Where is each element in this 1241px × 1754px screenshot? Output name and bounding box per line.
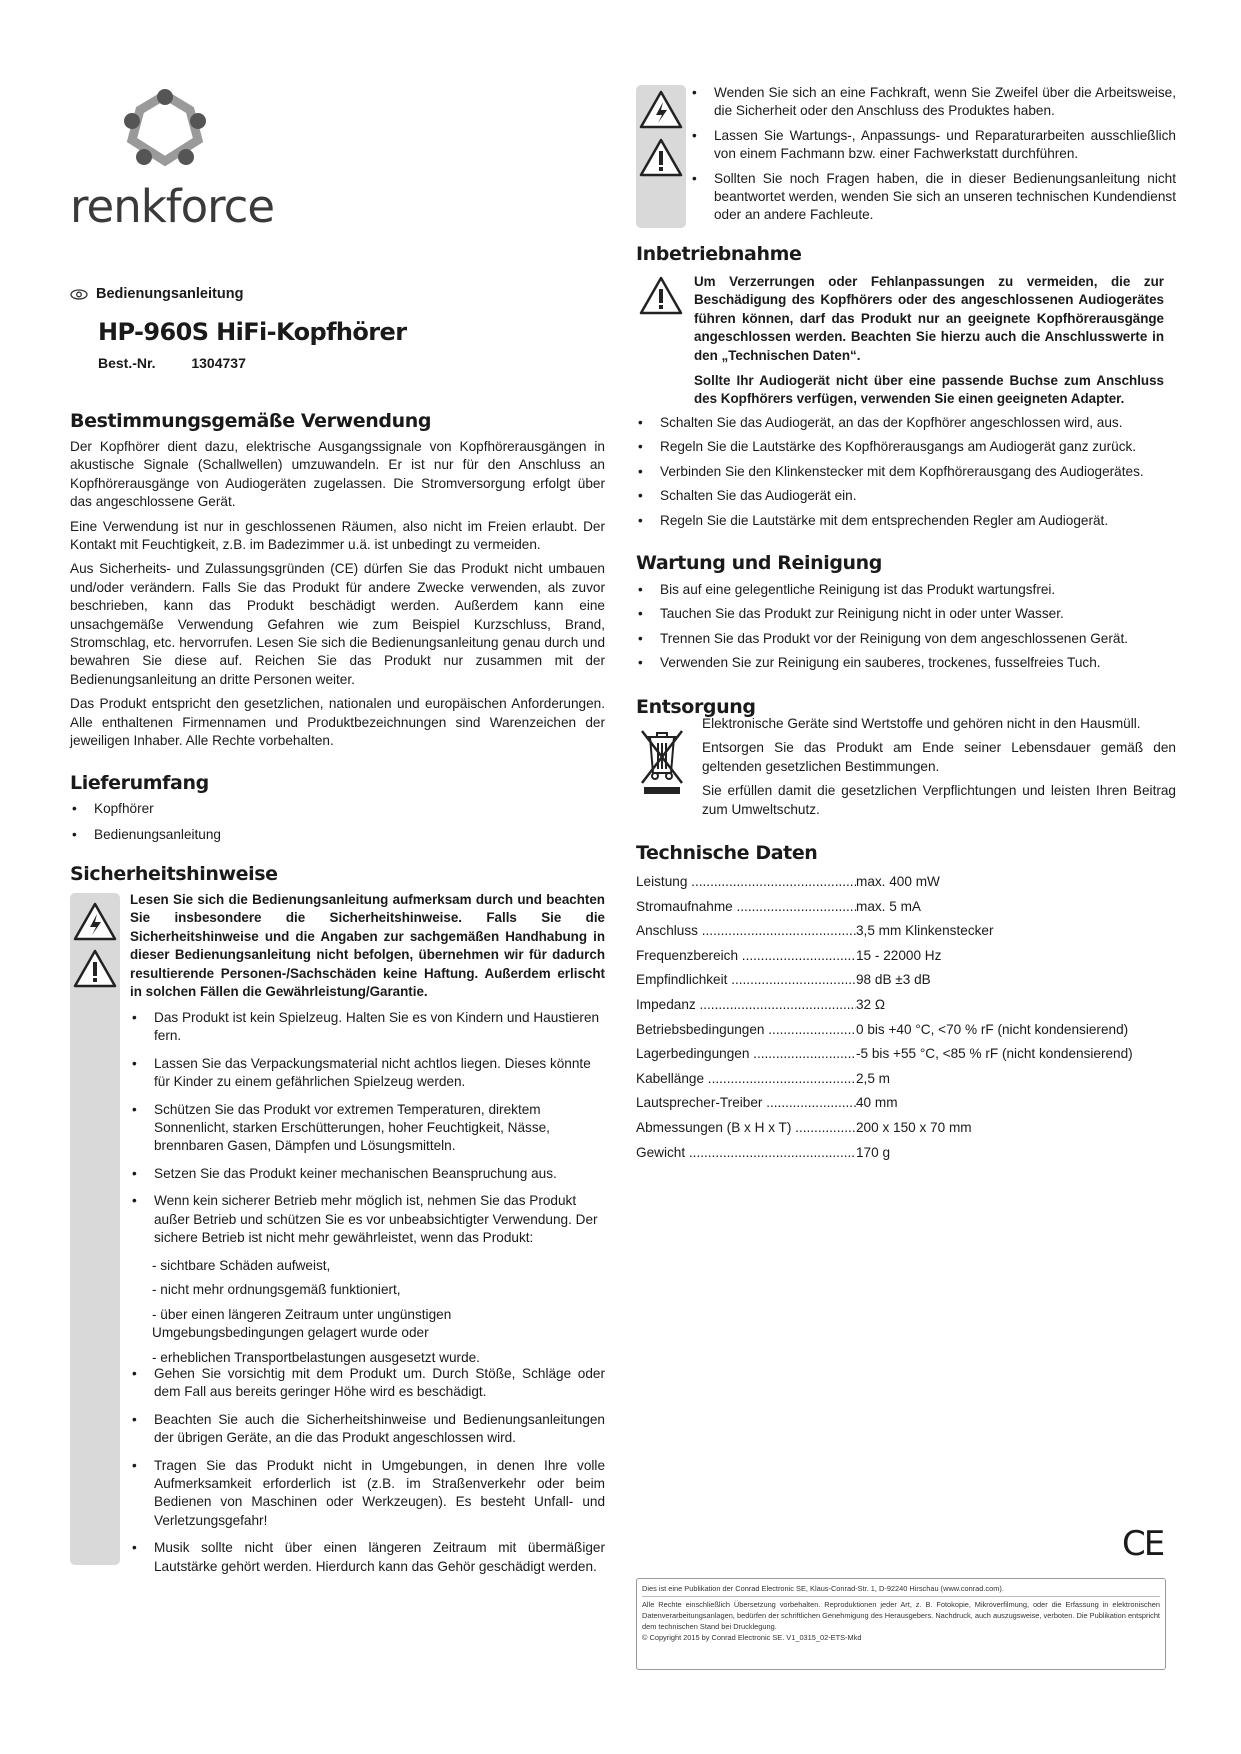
list-item: • Verbinden Sie den Klinkenstecker mit dem Kopfhörerausgang des Audiogerätes. <box>636 463 1176 481</box>
electric-hazard-icon <box>73 902 117 942</box>
table-row <box>636 1141 1176 1166</box>
list-item: • Wenden Sie sich an eine Fachkraft, wenn Sie Zweifel über die Arbeitsweise, die Sicherheit oder den Anschluss des Produktes haben. <box>690 84 1176 121</box>
table-row <box>636 1116 1176 1141</box>
table-row <box>636 1067 1176 1092</box>
spec-value: 15 - 22000 Hz <box>856 947 942 963</box>
warning-icon <box>639 138 683 178</box>
maintenance-heading: Wartung und Reinigung <box>636 552 883 574</box>
table-row <box>636 1018 1176 1043</box>
list-item: • Tragen Sie das Produkt nicht in Umgebungen, in denen Ihre volle Aufmerksamkeit erforderlich ist (z.B. im Straßenverkehr oder beim Bedienen von Maschinen oder Werkzeugen). Es besteht Unfall- und Verletzungsgefahr! <box>130 1457 605 1531</box>
order-label: Best.-Nr. <box>98 355 156 371</box>
spec-label: Leistung ..... <box>636 870 856 895</box>
spec-value: max. 400 mW <box>856 874 940 889</box>
table-row <box>636 919 1176 944</box>
scope-list <box>70 800 605 845</box>
spec-label: Lagerbedingungen ..... <box>636 1042 856 1067</box>
list-item: • Beachten Sie auch die Sicherheitshinweise und Bedienungsanleitungen der übrigen Geräte, an die das Produkt angeschlossen wird. <box>130 1411 605 1448</box>
footer-publisher: Dies ist eine Publikation der Conrad Electronic SE, Klaus-Conrad-Str. 1, D-92240 Hirschau (www.conrad.com). <box>642 1584 1004 1593</box>
spec-value: 0 bis +40 °C, <70 % rF (nicht kondensierend) <box>856 1021 1129 1037</box>
order-number-line <box>98 355 246 371</box>
safety-list-continued <box>130 1365 605 1583</box>
spec-label: Stromaufnahme ..... <box>636 895 856 920</box>
table-row <box>636 944 1176 969</box>
spec-value: max. 5 mA <box>856 898 921 914</box>
doc-type: Bedienungsanleitung <box>96 286 244 302</box>
intended-use-paragraph: Der Kopfhörer dient dazu, elektrische Ausgangssignale von Kopfhörerausgängen in akustische Signale (Schallwellen) umzuwandeln. Er ist nur für den Anschluss an Kopfhörerausgänge von Audiogeräten zugelassen. Die Stromversorgung erfolgt über das angeschlossene Gerät. <box>70 439 605 510</box>
list-item: • Schalten Sie das Audiogerät, an das der Kopfhörer angeschlossen wird, aus. <box>636 414 1176 432</box>
safety-intro: Lesen Sie sich die Bedienungsanleitung aufmerksam durch und beachten Sie insbesondere die Sicherheitshinweise. Falls Sie die Sicherheitshinweise und die Angaben zur sachgemäßen Handhabung in dieser Bedienungsanleitung nicht befolgen, übernehmen wir für dadurch resultierende Personen-/Sachschäden keine Haftung. Außerdem erlischt in solchen Fällen die Gewährleistung/Garantie. <box>130 892 605 1000</box>
sub-item: - über einen längeren Zeitraum unter ungünstigen Umgebungsbedingungen gelagert wurde oder <box>152 1306 452 1341</box>
spec-value: 32 Ω <box>856 996 886 1012</box>
scope-section <box>70 772 605 852</box>
spec-value: 3,5 mm Klinkenstecker <box>856 923 994 939</box>
table-row <box>636 968 1176 993</box>
list-item: • Setzen Sie das Produkt keiner mechanischen Beanspruchung aus. <box>130 1165 605 1183</box>
order-number: 1304737 <box>191 355 246 371</box>
list-item: • Regeln Sie die Lautstärke des Kopfhörerausgangs am Audiogerät ganz zurück. <box>636 438 1176 456</box>
safety-heading: Sicherheitshinweise <box>70 863 278 885</box>
list-item: • Regeln Sie die Lautstärke mit dem entsprechenden Regler am Audiogerät. <box>636 512 1176 530</box>
list-item: • Wenn kein sicherer Betrieb mehr möglich ist, nehmen Sie das Produkt außer Betrieb und schützen Sie es vor unbeabsichtigter Verwendung. Der sichere Betrieb ist nicht mehr gewährleistet, wenn das Produkt: <box>130 1192 605 1247</box>
intended-use-section <box>70 410 605 751</box>
disposal-paragraph: Elektronische Geräte sind Wertstoffe und gehören nicht in den Hausmüll. <box>702 716 1141 731</box>
spec-label: Lautsprecher-Treiber ..... <box>636 1091 856 1116</box>
safety-sub-list <box>152 1257 605 1367</box>
ce-mark: CE <box>1122 1524 1164 1564</box>
warning-sidebar <box>70 893 120 1565</box>
eye-icon <box>70 289 88 300</box>
list-item: • Das Produkt ist kein Spielzeug. Halten Sie es von Kindern und Haustieren fern. <box>130 1009 605 1046</box>
safety-list <box>130 1009 605 1253</box>
intended-use-paragraph: Aus Sicherheits- und Zulassungsgründen (CE) dürfen Sie das Produkt nicht umbauen und/oder verändern. Falls Sie das Produkt für andere Zwecke verwenden, als zuvor beschrieben, kann das Produkt beschädigt werden. Außerdem kann eine unsachgemäße Verwendung Gefahren wie zum Beispiel Kurzschluss, Brand, Stromschlag, etc. hervorrufen. Lesen Sie sich die Bedienungsanleitung genau durch und bewahren Sie diese auf. Reichen Sie das Produkt nur zusammen mit der Bedienungsanleitung an dritte Personen weiter. <box>70 561 605 687</box>
footer-rights: Alle Rechte einschließlich Übersetzung vorbehalten. Reproduktionen jeder Art, z. B. Fotokopie, Mikroverfilmung, oder die Erfassung in elektronischen Datenverarbeitungsanlagen, bedürfen der schriftlichen Genehmigung des Herausgebers. Nachdruck, auch auszugsweise, verboten. Die Publikation entspricht dem technischen Stand bei Drucklegung. <box>642 1600 1160 1631</box>
star-logo-icon <box>120 85 210 170</box>
disposal-text <box>702 715 1176 819</box>
startup-warning: Um Verzerrungen oder Fehlanpassungen zu vermeiden, die zur Beschädigung des Kopfhörers oder des angeschlossenen Audiogerätes führen können, darf das Produkt nur an geeignete Kopfhörerausgänge angeschlossen werden. Beachten Sie hierzu auch die Anschlusswerte in den „Technischen Daten“. <box>694 274 1164 363</box>
brand-wordmark: renkforce <box>70 180 275 233</box>
list-item: • Bis auf eine gelegentliche Reinigung ist das Produkt wartungsfrei. <box>636 581 1176 599</box>
spec-label: Empfindlichkeit ..... <box>636 968 856 993</box>
list-item: • Verwenden Sie zur Reinigung ein sauberes, trockenes, fusselfreies Tuch. <box>636 654 1176 672</box>
doc-type-line <box>70 286 243 302</box>
sub-item: - erheblichen Transportbelastungen ausgesetzt wurde. <box>152 1349 480 1365</box>
table-row <box>636 1042 1176 1067</box>
disposal-paragraph: Entsorgen Sie das Produkt am Ende seiner Lebensdauer gemäß den geltenden gesetzlichen Bestimmungen. <box>702 740 1176 774</box>
spec-value: 98 dB ±3 dB <box>856 972 931 988</box>
table-row <box>636 993 1176 1018</box>
electric-hazard-icon <box>639 90 683 130</box>
publication-footer <box>636 1578 1166 1670</box>
warning-icon <box>73 949 117 989</box>
table-row <box>636 895 1176 920</box>
sub-item: - nicht mehr ordnungsgemäß funktioniert, <box>152 1282 401 1298</box>
sub-item: - sichtbare Schäden aufweist, <box>152 1258 331 1273</box>
specs-heading: Technische Daten <box>636 842 818 864</box>
weee-crossed-bin-icon <box>638 725 686 797</box>
disposal-paragraph: Sie erfüllen damit die gesetzlichen Verpflichtungen und leisten Ihren Beitrag zum Umweltschutz. <box>702 783 1176 817</box>
spec-label: Impedanz ..... <box>636 993 856 1018</box>
list-item: • Schützen Sie das Produkt vor extremen Temperaturen, direktem Sonnenlicht, starken Erschütterungen, hoher Feuchtigkeit, Nässe, brennbaren Gasen, Dämpfen und Lösungsmitteln. <box>130 1101 605 1156</box>
spec-label: Abmessungen (B x H x T) ..... <box>636 1116 856 1141</box>
list-item: • Schalten Sie das Audiogerät ein. <box>636 487 1176 505</box>
spec-value: 40 mm <box>856 1095 898 1111</box>
list-item: • Musik sollte nicht über einen längeren Zeitraum mit übermäßiger Lautstärke gehört werden. Hierdurch kann das Gehör geschädigt werden. <box>130 1539 605 1576</box>
startup-list <box>636 414 1176 537</box>
spec-label: Betriebsbedingungen ..... <box>636 1018 856 1043</box>
list-item: • Trennen Sie das Produkt vor der Reinigung von dem angeschlossenen Gerät. <box>636 630 1176 648</box>
brand-logo <box>70 85 275 235</box>
spec-value: 200 x 150 x 70 mm <box>856 1119 972 1135</box>
table-row <box>636 870 1176 895</box>
intended-use-heading: Bestimmungsgemäße Verwendung <box>70 410 432 432</box>
list-item: • Gehen Sie vorsichtig mit dem Produkt um. Durch Stöße, Schläge oder dem Fall aus bereits geringer Höhe wird es beschädigt. <box>130 1365 605 1402</box>
list-item: • Sollten Sie noch Fragen haben, die in dieser Bedienungsanleitung nicht beantwortet werden, wenden Sie sich an unseren technischen Kundendienst oder an andere Fachleute. <box>690 170 1176 225</box>
safety-section <box>70 863 605 891</box>
maintenance-list <box>636 581 1176 680</box>
specs-table <box>636 870 1176 1165</box>
spec-label: Kabellänge ..... <box>636 1067 856 1092</box>
list-item: • Lassen Sie das Verpackungsmaterial nicht achtlos liegen. Dieses könnte für Kinder zu einem gefährlichen Spielzeug werden. <box>130 1055 605 1092</box>
startup-heading: Inbetriebnahme <box>636 243 802 265</box>
scope-heading: Lieferumfang <box>70 772 209 794</box>
safety-list-right <box>690 84 1176 232</box>
list-item: • Lassen Sie Wartungs-, Anpassungs- und Reparaturarbeiten ausschließlich von einem Fachmann bzw. einer Fachwerkstatt durchführen. <box>690 127 1176 164</box>
list-item: • Kopfhörer <box>70 800 605 818</box>
spec-value: -5 bis +55 °C, <85 % rF (nicht kondensierend) <box>856 1046 1133 1062</box>
spec-value: 2,5 m <box>856 1070 890 1086</box>
warning-icon <box>639 276 683 316</box>
startup-warning-adapter: Sollte Ihr Audiogerät nicht über eine passende Buchse zum Anschluss des Kopfhörers verfügen, verwenden Sie einen geeigneten Adapter. <box>694 373 1164 407</box>
footer-copyright: © Copyright 2015 by Conrad Electronic SE. V1_0315_02-ETS-Mkd <box>642 1633 862 1642</box>
intended-use-paragraph: Das Produkt entspricht den gesetzlichen, nationalen und europäischen Anforderungen. Alle enthaltenen Firmennamen und Produktbezeichnungen sind Warenzeichen der jeweiligen Inhaber. Alle Rechte vorbehalten. <box>70 696 605 749</box>
list-item: • Bedienungsanleitung <box>70 826 605 844</box>
intended-use-paragraph: Eine Verwendung ist nur in geschlossenen Räumen, also nicht im Freien erlaubt. Der Kontakt mit Feuchtigkeit, z.B. im Badezimmer u.ä. ist unbedingt zu vermeiden. <box>70 518 605 553</box>
spec-label: Frequenzbereich ..... <box>636 944 856 969</box>
spec-label: Anschluss ..... <box>636 919 856 944</box>
table-row <box>636 1091 1176 1116</box>
spec-value: 170 g <box>856 1144 891 1160</box>
product-title: HP-960S HiFi-Kopfhörer <box>98 318 407 346</box>
list-item: • Tauchen Sie das Produkt zur Reinigung nicht in oder unter Wasser. <box>636 605 1176 623</box>
disposal-heading: Entsorgung <box>636 696 756 718</box>
spec-label: Gewicht ..... <box>636 1141 856 1166</box>
